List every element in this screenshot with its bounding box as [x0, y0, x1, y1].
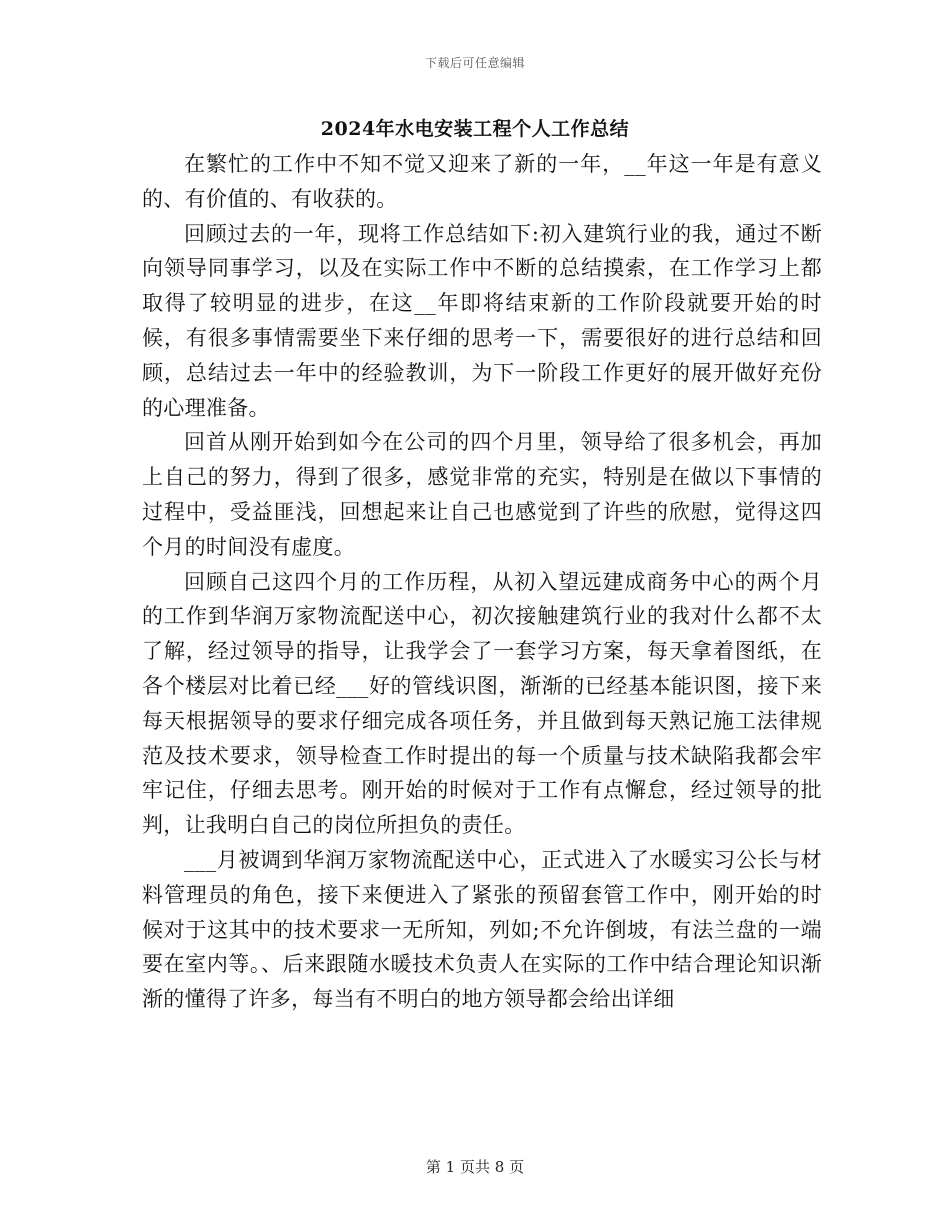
paragraph: 回顾自己这四个月的工作历程，从初入望远建成商务中心的两个月的工作到华润万家物流配送中心，初次接触建筑行业的我对什么都不太了解，经过领导的指导，让我学会了一套学习方案，每天拿着图纸，在各个楼层对比着已经___好的管线识图，渐渐的已经基本能识图，接下来每天根据领导的要求仔细完成各项任务，并且做到每天熟记施工法律规范及技术要求，领导检查工作时提出的每一个质量与技术缺陷我都会牢牢记住，仔细去思考。刚开始的时候对于工作有点懈怠，经过领导的批判，让我明白自己的岗位所担负的责任。	[142, 569, 822, 838]
paragraph: 在繁忙的工作中不知不觉又迎来了新的一年，__年这一年是有意义的、有价值的、有收获的。	[142, 152, 822, 211]
paragraph: 回顾过去的一年，现将工作总结如下:初入建筑行业的我，通过不断向领导同事学习，以及在实际工作中不断的总结摸索，在工作学习上都取得了较明显的进步，在这__年即将结束新的工作阶段就要开始的时候，有很多事情需要坐下来仔细的思考一下，需要很好的进行总结和回顾，总结过去一年中的经验教训，为下一阶段工作更好的展开做好充份的心理准备。	[142, 221, 822, 420]
header-note: 下载后可任意编辑	[424, 56, 525, 70]
document-title: 2024年水电安装工程个人工作总结	[320, 118, 630, 140]
document-body	[142, 147, 822, 1017]
page-number: 第 1 页共 8 页	[425, 1158, 525, 1176]
paragraph: 回首从刚开始到如今在公司的四个月里，领导给了很多机会，再加上自己的努力，得到了很多，感觉非常的充实，特别是在做以下事情的过程中，受益匪浅，回想起来让自己也感觉到了许些的欣慰，觉得这四个月的时间没有虚度。	[142, 430, 822, 559]
paragraph: ___月被调到华润万家物流配送中心，正式进入了水暖实习公长与材料管理员的角色，接下来便进入了紧张的预留套管工作中，刚开始的时候对于这其中的技术要求一无所知，列如;不允许倒坡，有法兰盘的一端要在室内等。、后来跟随水暖技术负责人在实际的工作中结合理论知识渐渐的懂得了许多，每当有不明白的地方领导都会给出详细	[142, 847, 822, 1012]
